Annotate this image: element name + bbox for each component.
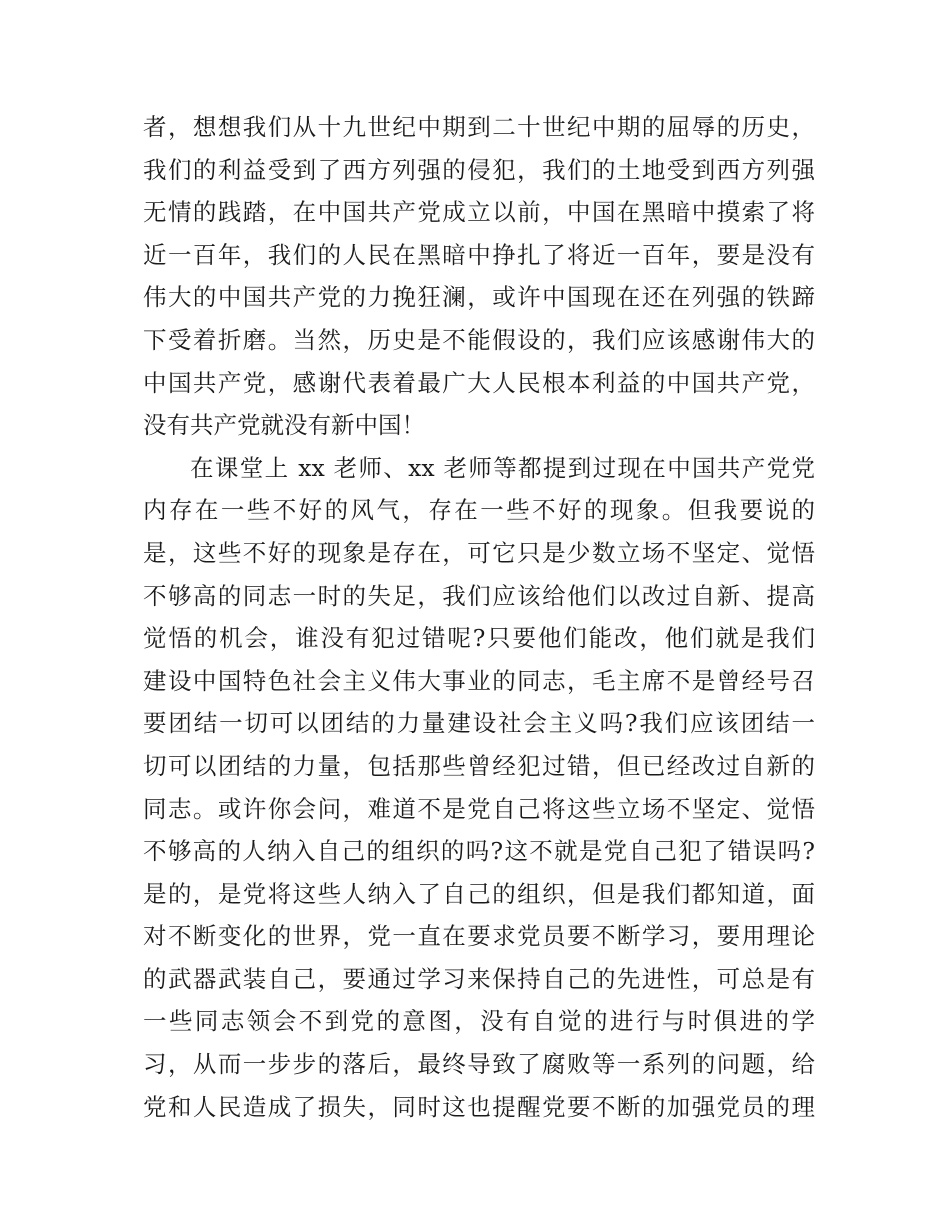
text-line: 是，这些不好的现象是存在，可它只是少数立场不坚定、觉悟 (143, 538, 815, 567)
text-line: 伟大的中国共产党的力挽狂澜，或许中国现在还在列强的铁蹄 (143, 283, 815, 312)
text-line: 近一百年，我们的人民在黑暗中挣扎了将近一百年，要是没有 (143, 240, 815, 269)
text-line: 建设中国特色社会主义伟大事业的同志，毛主席不是曾经号召 (143, 666, 815, 695)
text-line: 要团结一切可以团结的力量建设社会主义吗?我们应该团结一 (143, 709, 815, 738)
text-line: 中国共产党，感谢代表着最广大人民根本利益的中国共产党， (143, 368, 815, 397)
text-line: 的武器武装自己，要通过学习来保持自己的先进性，可总是有 (143, 964, 815, 993)
text-line: 者，想想我们从十九世纪中期到二十世纪中期的屈辱的历史， (143, 113, 815, 141)
text-line: 是的，是党将这些人纳入了自己的组织，但是我们都知道，面 (143, 879, 815, 908)
text-line: 不够高的人纳入自己的组织的吗?这不就是党自己犯了错误吗? (143, 837, 815, 866)
text-line: 一些同志领会不到党的意图，没有自觉的进行与时俱进的学 (143, 1007, 815, 1036)
text-line: 无情的践踏，在中国共产党成立以前，中国在黑暗中摸索了将 (143, 198, 815, 227)
text-line: 下受着折磨。当然，历史是不能假设的，我们应该感谢伟大的 (143, 325, 815, 354)
document-body (143, 106, 815, 1128)
paragraph-first-line: 在课堂上 xx 老师、xx 老师等都提到过现在中国共产党党 (190, 453, 815, 482)
text-line: 习，从而一步步的落后，最终导致了腐败等一系列的问题，给 (143, 1050, 815, 1079)
text-line: 同志。或许你会问，难道不是党自己将这些立场不坚定、觉悟 (143, 794, 815, 823)
text-line: 我们的利益受到了西方列强的侵犯，我们的土地受到西方列强 (143, 155, 815, 184)
text-line: 觉悟的机会，谁没有犯过错呢?只要他们能改，他们就是我们 (143, 624, 815, 653)
text-line: 切可以团结的力量，包括那些曾经犯过错，但已经改过自新的 (143, 751, 815, 780)
text-line: 党和人民造成了损失，同时这也提醒党要不断的加强党员的理 (143, 1092, 815, 1121)
text-line: 没有共产党就没有新中国！ (143, 411, 425, 440)
text-line: 内存在一些不好的风气，存在一些不好的现象。但我要说的 (143, 496, 815, 525)
text-line: 不够高的同志一时的失足，我们应该给他们以改过自新、提高 (143, 581, 815, 610)
text-line: 对不断变化的世界，党一直在要求党员要不断学习，要用理论 (143, 922, 815, 951)
